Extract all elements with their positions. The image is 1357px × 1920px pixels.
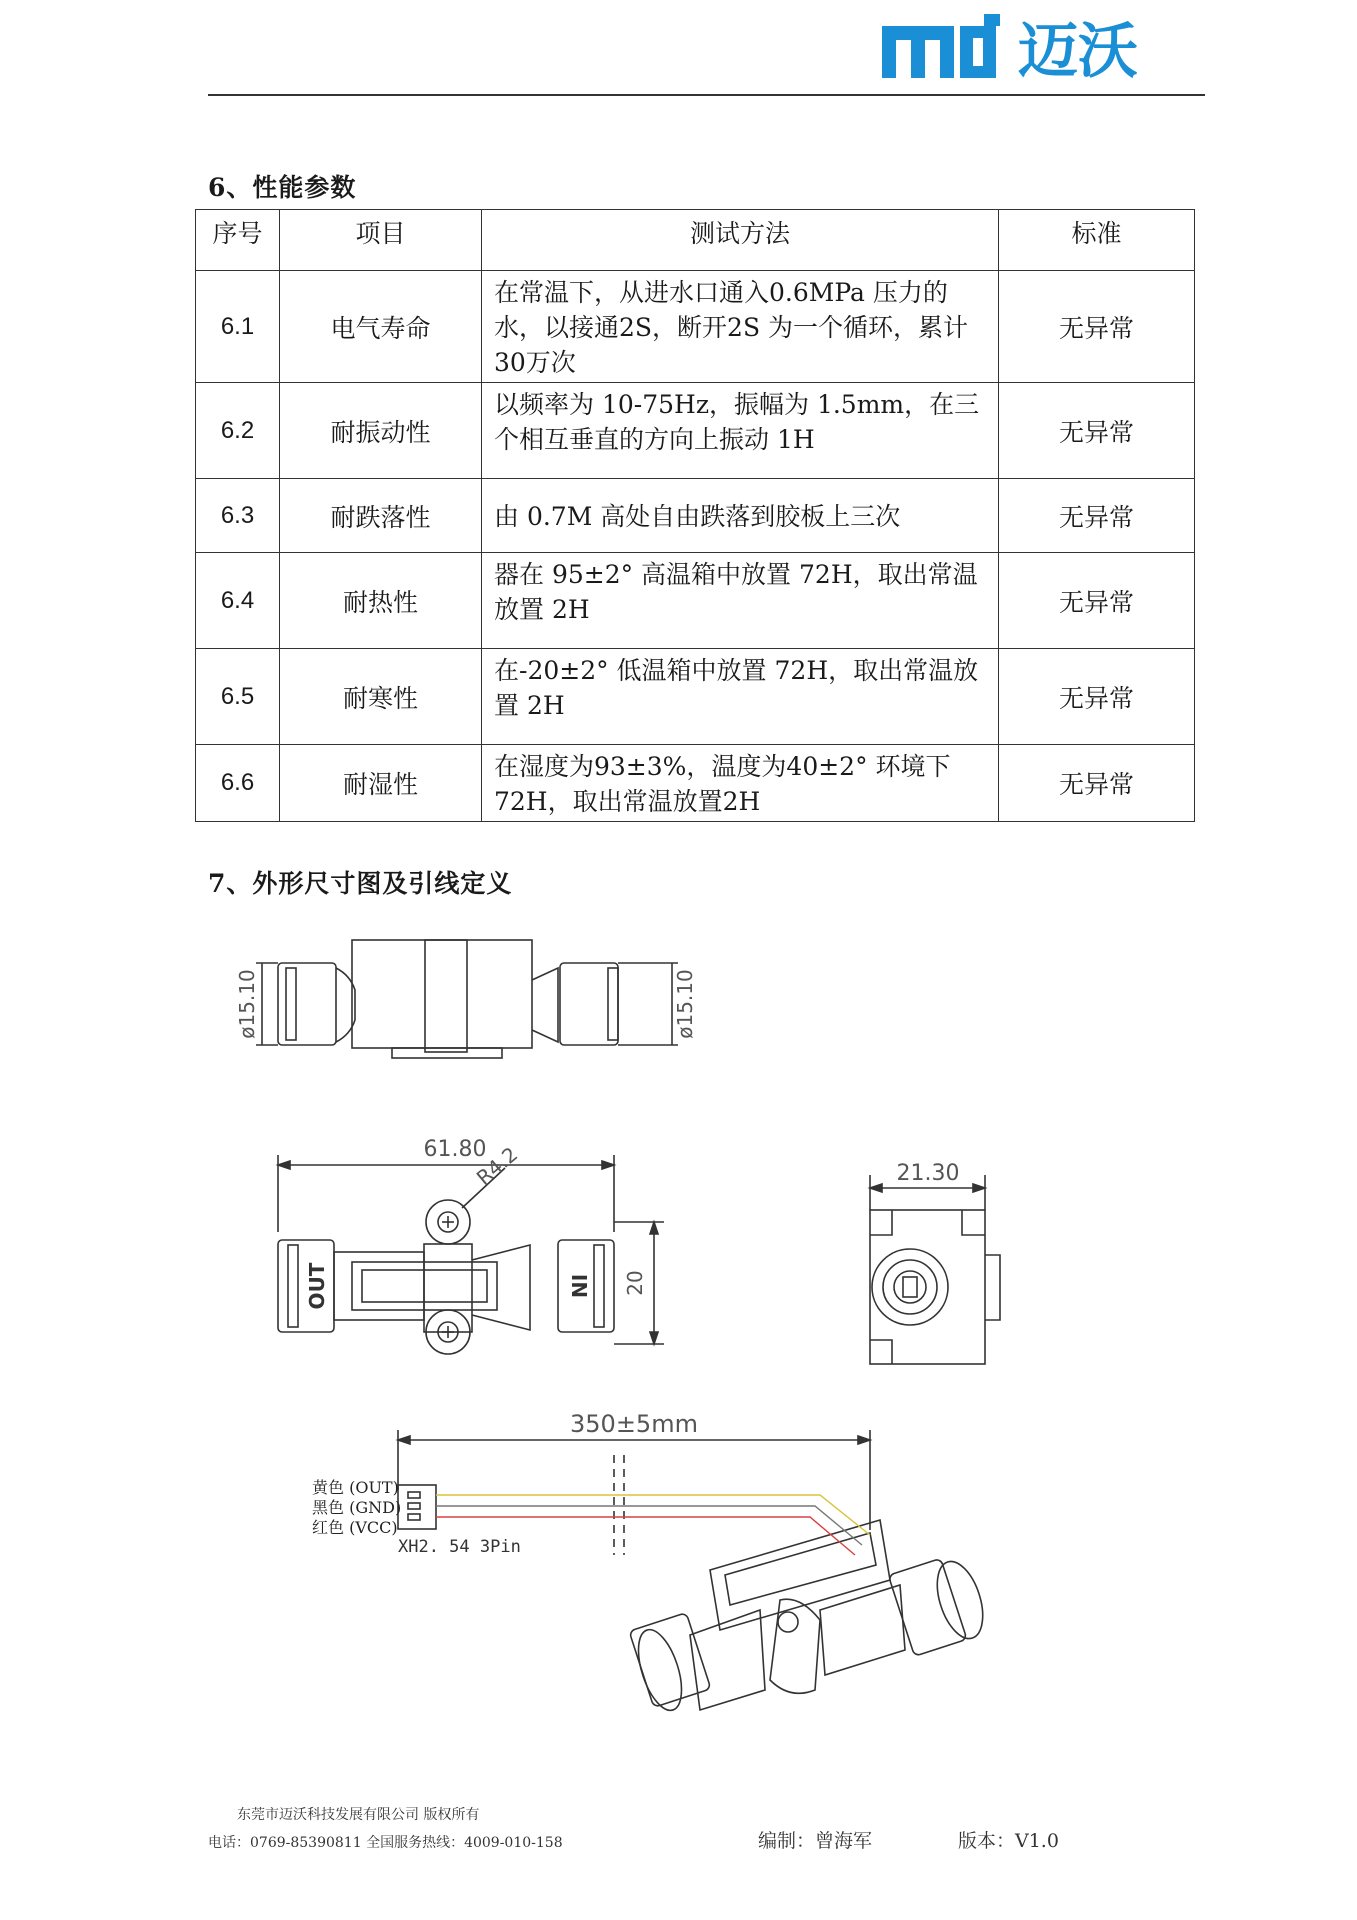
row-no: 6.5	[196, 649, 280, 745]
row-standard: 无异常	[999, 271, 1195, 383]
wire-label-red: 红色 (VCC)	[312, 1518, 398, 1537]
row-item: 耐寒性	[280, 649, 482, 745]
in-label: IN	[567, 1273, 591, 1299]
row-no: 6.4	[196, 553, 280, 649]
wire-label-yellow: 黄色 (OUT)	[312, 1478, 399, 1497]
front-view-drawing	[278, 1155, 664, 1354]
cable-length-label: 350±5mm	[570, 1410, 698, 1438]
out-label: OUT	[305, 1262, 329, 1310]
table-row	[196, 479, 1195, 553]
row-item: 耐振动性	[280, 383, 482, 479]
column-header-standard: 标准	[999, 210, 1195, 271]
row-item: 电气寿命	[280, 271, 482, 383]
side-view-drawing	[256, 940, 678, 1058]
table-row	[196, 383, 1195, 479]
row-no: 6.6	[196, 745, 280, 822]
row-method: 以频率为 10-75Hz，振幅为 1.5mm，在三个相互垂直的方向上振动 1H	[482, 383, 999, 479]
dimensions-section-title: 7、外形尺寸图及引线定义	[208, 869, 513, 898]
row-method: 在湿度为93±3%，温度为40±2° 环境下 72H，取出常温放置2H	[482, 745, 999, 822]
logo-text: 迈沃	[1018, 17, 1138, 82]
row-item: 耐跌落性	[280, 479, 482, 553]
company-logo	[880, 12, 1180, 82]
performance-section-title: 6、性能参数	[208, 173, 357, 202]
diameter-left-label: ø15.10	[235, 969, 259, 1039]
column-header-item: 项目	[280, 210, 482, 271]
cable-drawing	[398, 1430, 991, 1716]
table-header-row	[196, 210, 1195, 271]
table-row	[196, 553, 1195, 649]
row-method: 在-20±2° 低温箱中放置 72H，取出常温放置 2H	[482, 649, 999, 745]
footer-version: 版本：V1.0	[958, 1830, 1059, 1852]
footer-company: 东莞市迈沃科技发展有限公司 版权所有	[237, 1807, 480, 1823]
row-method: 由 0.7M 高处自由跌落到胶板上三次	[482, 479, 999, 553]
row-no: 6.1	[196, 271, 280, 383]
wire-label-black: 黑色 (GND)	[312, 1498, 402, 1517]
row-standard: 无异常	[999, 553, 1195, 649]
width-label: 21.30	[896, 1161, 960, 1186]
row-method: 器在 95±2° 高温箱中放置 72H，取出常温放置 2H	[482, 553, 999, 649]
row-standard: 无异常	[999, 745, 1195, 822]
column-header-method: 测试方法	[482, 210, 999, 271]
row-standard: 无异常	[999, 479, 1195, 553]
row-standard: 无异常	[999, 383, 1195, 479]
row-item: 耐热性	[280, 553, 482, 649]
table-row	[196, 271, 1195, 383]
row-standard: 无异常	[999, 649, 1195, 745]
row-no: 6.3	[196, 479, 280, 553]
length-label: 61.80	[423, 1137, 487, 1162]
footer-editor: 编制：曾海军	[758, 1830, 873, 1852]
radius-label: R4.2	[471, 1142, 523, 1190]
performance-table	[195, 209, 1195, 822]
row-item: 耐湿性	[280, 745, 482, 822]
connector-label: XH2. 54 3Pin	[398, 1537, 521, 1557]
table-row	[196, 745, 1195, 822]
height-label: 20	[623, 1270, 647, 1296]
row-method: 在常温下，从进水口通入0.6MPa 压力的水，以接通2S，断开2S 为一个循环，累计30万次	[482, 271, 999, 383]
table-row	[196, 649, 1195, 745]
column-header-no: 序号	[196, 210, 280, 271]
header-divider	[208, 94, 1205, 96]
end-view-drawing	[870, 1175, 1000, 1364]
row-no: 6.2	[196, 383, 280, 479]
footer-contact: 电话：0769-85390811 全国服务热线：4009-010-158	[208, 1835, 563, 1851]
diameter-right-label: ø15.10	[673, 969, 697, 1039]
